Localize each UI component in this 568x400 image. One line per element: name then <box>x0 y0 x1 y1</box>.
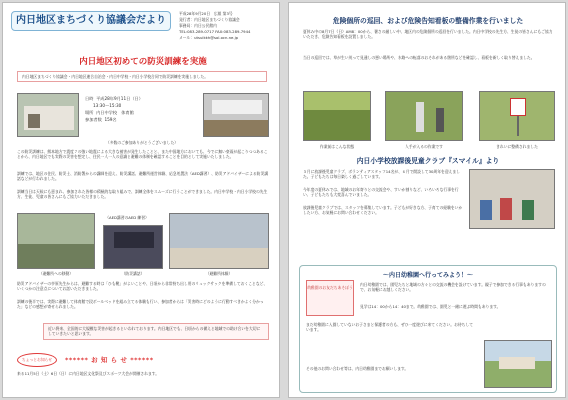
sign-photo <box>479 91 555 141</box>
notice-heading: ****** お 知 ら せ ****** <box>65 356 154 364</box>
smile-paragraph-2: 今年度の夏休みでは、地域のお年寄りとの交流会や、すいか割りなど、いろいろな行事を行い、子どもたちも大変喜んでいました。 <box>303 187 459 198</box>
school-photo <box>17 93 79 137</box>
time-value: 13:30〜15:30 <box>93 103 122 108</box>
newsletter-title: 内日地区まちづくり協議会だより <box>11 11 171 31</box>
issue-email: メール：utsuikkh@sol.ocn.ne.jp <box>179 35 239 40</box>
grass-caption: 作業前はこんな状態 <box>319 144 355 149</box>
paragraph-3: 訓練当日は天候にも恵まれ、参加された皆様の積極的な取り組みで、訓練全体をスムーズに行うことができました。内日中学校・内日小学校の先生方、生徒、児童の皆さんにもご協力いただきました。 <box>17 189 268 200</box>
smile-paragraph-1: ５月に放課後児童クラブ、ボランティアスタッフ14名が、６月で開設して30周年を迎えました。子どもたちは毎日楽しく過ごしています。 <box>303 169 460 180</box>
notice-text: 来る11月5日（土）6日（日）に内日地区文化祭及びスポーツ大会が開催されます。 <box>17 371 160 376</box>
paragraph-4: 防災アドバイザーの亭原先生からは、避難する時は「ひも靴」がよいことや、日頃から非常持ち出し用のリュックサックを準備しておくことなど、いくつかの注意点についてお話いただきました。 <box>17 281 268 292</box>
smile-club-headline: 内日小学校放課後児童クラブ『スマイル』より <box>356 157 500 165</box>
right-page <box>288 2 566 398</box>
issue-tel: TEL:083-289-0717 FAX:083-289-7944 <box>179 29 251 34</box>
intro-box: 内日地区まちづくり協議会・内日地区連合自治会・内日中学校・内日小学校合同で防災訓練を実施しました。 <box>17 71 267 82</box>
paragraph-1: この防災訓練は、熊本地方で震度７の強い地震による大きな被害が発生したことと、また中国地方においても、今でに無い豪雨が起こりつつあることから、内日地区でも実際の災害を想定し、住民一人一人の意識と避難の体制を確認することを目的として実施いたしました。 <box>17 149 268 160</box>
children-photo <box>469 169 555 229</box>
kindergarten-box <box>299 265 557 393</box>
shelter-caption: （避難所体験） <box>205 271 233 276</box>
shelter-photo <box>169 213 269 269</box>
main-headline: 内日地区初めての防災訓練を実施 <box>79 57 207 67</box>
notice-badge: ちょっとお知らせ <box>17 353 57 367</box>
lecture-caption: （防災講話） <box>121 271 145 276</box>
sign-caption: きれいに整備されました <box>496 144 538 149</box>
lecture-photo <box>103 225 163 269</box>
kindergarten-photo <box>484 340 552 388</box>
workers-caption: 人手が入るの作業です <box>405 144 443 149</box>
kindergarten-title: 〜内日幼稚園へ行ってみよう！〜 <box>382 272 473 279</box>
date-value: 平成28年9月11日（日） <box>96 96 143 101</box>
kindergarten-paragraph-1: 内日幼稚園では、園児たちと地域の方々との交流の機会を設けています。親子で参加できる行事もありますので、お気軽にお越しください。 <box>360 282 546 293</box>
people-label: 参加者数 <box>85 117 102 122</box>
paragraph-2: 訓練では、地区の住民、防災士、消防署からの講師を迎え、防災講話、避難所運営体験、応急処置法（AED講習）、防災アドバイザーによる防災講話などが行われました。 <box>17 171 269 182</box>
issue-publisher: 発行者：内日地区まちづくり協議会 <box>179 17 240 22</box>
paragraph-5: 訓練の後半では、実際に避難して体育館で段ボールベッドを組み立てる体験も行い、参加者からは「災害時にどのように行動すべきかよく分かった」などの感想が寄せられました。 <box>17 299 264 310</box>
thanks-caption: （多数のご参加ありがとうございました） <box>105 140 179 145</box>
issue-info <box>179 11 275 41</box>
evacuation-caption: （避難所への移動） <box>38 271 74 276</box>
inspection-paragraph-2: 当日の巡回では、草が生い茂って見通しの悪い場所や、水路への転落のおそれがある箇所などを確認し、看板を新しく取り替えました。 <box>303 55 535 60</box>
kindergarten-paragraph-3: まだ幼稚園に入園していないお子さまと保護者の方も、ぜひ一度遊びに来てください。お待ちしています。 <box>306 322 474 333</box>
inspection-headline: 危険個所の巡回、および危険告知看板の整備作業を行いました <box>332 17 524 25</box>
left-page <box>2 2 280 398</box>
notice-box: 近い将来、全国的に大規模な災害が起きるといわれております。内日地区でも、日頃からの備えと地域での助け合いを大切にしていきたいと思います。 <box>43 323 269 340</box>
date-label: 日時 <box>85 96 94 101</box>
aed-caption: （AED講習のAED 練習） <box>105 215 149 220</box>
smile-paragraph-3: 放課後児童クラブでは、スタッフを募集しています。子どもが好きな方、子育ての経験をいかしたい方、お気軽にお問い合わせください。 <box>303 205 463 216</box>
kindergarten-paragraph-2: 見学は14：00から14：40まで。幼稚園では、園児と一緒に遊ぶ時間もあります。 <box>360 304 501 309</box>
place-label: 場所 <box>85 110 94 115</box>
workers-photo <box>385 91 463 141</box>
kindergarten-paragraph-4: その他のお問い合わせ等は、内日幼稚園までお願いします。 <box>306 366 409 371</box>
gym-photo <box>203 93 269 137</box>
issue-date: 平成28年9月20日 広報 第3号 <box>179 11 233 16</box>
place-value: 内日中学校 体育館 <box>96 110 134 115</box>
event-details <box>85 95 205 123</box>
people-value: 159名 <box>104 117 117 122</box>
inspection-paragraph-1: 夏休み中の8月7日（日）AM8：00から、暑さの厳しい中、地区内の危険個所の巡回を行いました。内日中学校の先生方、生徒の皆さんにもご協力いただき、危険告知看板を設置しました。 <box>303 29 553 40</box>
issue-office: 事務局：内日公民館内 <box>179 23 217 28</box>
grass-photo <box>303 91 371 141</box>
kindergarten-flyer: 幼稚園のお友だちあそぼう <box>306 280 354 316</box>
aed-photo <box>17 213 95 269</box>
